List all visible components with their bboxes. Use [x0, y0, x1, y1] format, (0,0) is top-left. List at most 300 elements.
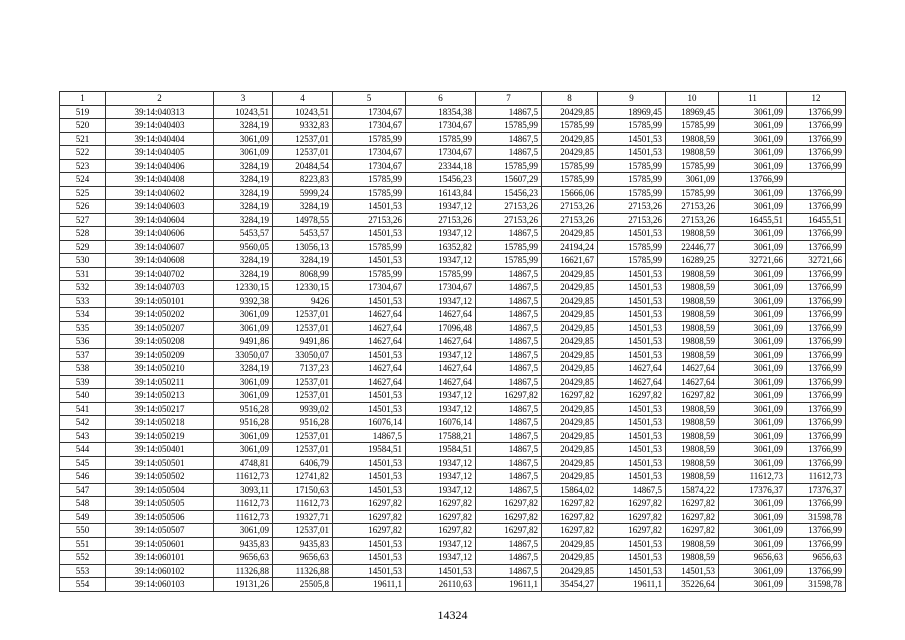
table-cell: 15666,06 — [542, 186, 598, 200]
table-cell: 27153,26 — [476, 200, 542, 214]
table-cell: 39:14:050601 — [106, 537, 214, 551]
table-cell: 9656,63 — [787, 551, 846, 565]
table-cell: 15785,99 — [598, 240, 666, 254]
table-cell: 22446,77 — [666, 240, 719, 254]
data-table — [59, 91, 846, 592]
table-cell: 32721,66 — [719, 254, 787, 268]
table-cell: 14501,53 — [333, 200, 406, 214]
table-cell: 35226,64 — [666, 578, 719, 592]
table-cell: 540 — [60, 389, 106, 403]
table-cell: 15785,99 — [598, 159, 666, 173]
table-cell: 14867,5 — [476, 227, 542, 241]
table-cell: 14867,5 — [476, 551, 542, 565]
table-cell: 8068,99 — [273, 267, 333, 281]
table-cell: 11612,73 — [273, 497, 333, 511]
table-cell: 13766,99 — [787, 267, 846, 281]
table-cell: 39:14:040607 — [106, 240, 214, 254]
table-cell: 14501,53 — [333, 483, 406, 497]
table-cell: 39:14:050210 — [106, 362, 214, 376]
table-cell: 3061,09 — [719, 227, 787, 241]
table-cell: 13766,99 — [787, 389, 846, 403]
table-cell: 9426 — [273, 294, 333, 308]
table-cell: 3061,09 — [719, 159, 787, 173]
table-cell: 520 — [60, 119, 106, 133]
table-cell: 3061,09 — [719, 416, 787, 430]
table-row — [60, 186, 846, 200]
table-cell: 3093,11 — [214, 483, 273, 497]
table-cell: 544 — [60, 443, 106, 457]
table-cell: 16297,82 — [476, 497, 542, 511]
table-body — [60, 105, 846, 591]
table-cell: 546 — [60, 470, 106, 484]
table-cell: 541 — [60, 402, 106, 416]
table-cell: 27153,26 — [542, 213, 598, 227]
table-cell: 14501,53 — [598, 416, 666, 430]
table-cell: 14627,64 — [598, 375, 666, 389]
table-cell: 14867,5 — [476, 564, 542, 578]
table-cell: 14627,64 — [666, 375, 719, 389]
table-cell: 20429,85 — [542, 348, 598, 362]
table-row — [60, 348, 846, 362]
table-row — [60, 551, 846, 565]
table-cell: 19131,26 — [214, 578, 273, 592]
table-cell: 17588,21 — [406, 429, 476, 443]
table-cell: 3061,09 — [719, 389, 787, 403]
table-cell: 534 — [60, 308, 106, 322]
table-cell: 3061,09 — [214, 389, 273, 403]
table-row — [60, 132, 846, 146]
table-cell: 3061,09 — [719, 146, 787, 160]
table-row — [60, 416, 846, 430]
table-cell: 3061,09 — [719, 348, 787, 362]
table-row — [60, 564, 846, 578]
table-cell: 11326,88 — [214, 564, 273, 578]
table-cell: 11612,73 — [214, 510, 273, 524]
table-cell: 15785,99 — [333, 267, 406, 281]
table-cell: 17304,67 — [333, 105, 406, 119]
table-row — [60, 105, 846, 119]
table-cell: 9560,05 — [214, 240, 273, 254]
table-cell: 35454,27 — [542, 578, 598, 592]
column-header: 3 — [214, 92, 273, 106]
table-cell: 27153,26 — [666, 200, 719, 214]
table-cell: 16297,82 — [598, 497, 666, 511]
table-cell: 14501,53 — [333, 456, 406, 470]
table-cell: 19611,1 — [598, 578, 666, 592]
table-cell: 39:14:040604 — [106, 213, 214, 227]
table-cell: 9435,83 — [214, 537, 273, 551]
table-cell: 15785,99 — [542, 159, 598, 173]
table-cell: 14501,53 — [598, 564, 666, 578]
table-cell: 19808,59 — [666, 551, 719, 565]
table-cell: 6406,79 — [273, 456, 333, 470]
table-cell: 16297,82 — [476, 510, 542, 524]
table-cell: 3284,19 — [214, 213, 273, 227]
table-cell: 20429,85 — [542, 537, 598, 551]
table-cell: 16621,67 — [542, 254, 598, 268]
table-cell: 14501,53 — [598, 537, 666, 551]
table-cell: 14867,5 — [476, 402, 542, 416]
table-cell: 20429,85 — [542, 416, 598, 430]
table-cell: 11612,73 — [214, 497, 273, 511]
table-cell: 3061,09 — [214, 321, 273, 335]
table-cell: 14627,64 — [406, 335, 476, 349]
table-cell: 3061,09 — [719, 119, 787, 133]
table-cell: 16143,84 — [406, 186, 476, 200]
table-cell: 3284,19 — [214, 200, 273, 214]
table-cell: 14501,53 — [333, 254, 406, 268]
table-cell: 19808,59 — [666, 537, 719, 551]
column-header: 6 — [406, 92, 476, 106]
table-cell: 19347,12 — [406, 456, 476, 470]
table-cell: 19347,12 — [406, 348, 476, 362]
table-cell: 3284,19 — [214, 119, 273, 133]
table-cell: 15785,99 — [333, 240, 406, 254]
table-cell: 8223,83 — [273, 173, 333, 187]
data-table-container — [59, 91, 845, 592]
table-cell: 20429,85 — [542, 564, 598, 578]
table-cell: 12330,15 — [273, 281, 333, 295]
table-row — [60, 119, 846, 133]
table-cell: 5453,57 — [214, 227, 273, 241]
table-cell: 16297,82 — [666, 524, 719, 538]
table-cell: 15785,99 — [333, 132, 406, 146]
table-cell: 3061,09 — [214, 146, 273, 160]
table-cell: 24194,24 — [542, 240, 598, 254]
table-cell: 542 — [60, 416, 106, 430]
table-header-row — [60, 92, 846, 106]
table-cell: 14501,53 — [598, 470, 666, 484]
table-cell: 15785,99 — [476, 159, 542, 173]
table-cell: 13766,99 — [787, 429, 846, 443]
table-cell: 14867,5 — [476, 267, 542, 281]
table-cell: 19808,59 — [666, 227, 719, 241]
table-cell: 19808,59 — [666, 416, 719, 430]
table-cell: 13766,99 — [787, 456, 846, 470]
table-cell: 19347,12 — [406, 200, 476, 214]
table-cell: 14867,5 — [476, 294, 542, 308]
table-cell: 14867,5 — [476, 362, 542, 376]
table-cell: 19611,1 — [333, 578, 406, 592]
table-cell: 16297,82 — [476, 524, 542, 538]
table-cell: 20429,85 — [542, 429, 598, 443]
table-cell: 13766,99 — [787, 537, 846, 551]
table-cell: 18969,45 — [598, 105, 666, 119]
table-cell: 31598,78 — [787, 578, 846, 592]
table-cell: 19347,12 — [406, 389, 476, 403]
table-cell: 39:14:040405 — [106, 146, 214, 160]
table-cell: 552 — [60, 551, 106, 565]
table-cell: 12537,01 — [273, 146, 333, 160]
table-cell: 16297,82 — [406, 497, 476, 511]
table-cell: 20429,85 — [542, 443, 598, 457]
table-cell: 14501,53 — [406, 564, 476, 578]
table-cell: 16297,82 — [598, 524, 666, 538]
table-cell: 15785,99 — [598, 119, 666, 133]
table-cell: 16297,82 — [542, 510, 598, 524]
table-cell: 14867,5 — [476, 470, 542, 484]
table-cell: 3284,19 — [214, 186, 273, 200]
table-cell: 4748,81 — [214, 456, 273, 470]
table-cell: 39:14:040703 — [106, 281, 214, 295]
table-cell: 16352,82 — [406, 240, 476, 254]
table-cell: 14627,64 — [333, 362, 406, 376]
table-cell: 19584,51 — [333, 443, 406, 457]
table-cell: 9656,63 — [214, 551, 273, 565]
table-cell: 19347,12 — [406, 254, 476, 268]
table-cell: 12537,01 — [273, 321, 333, 335]
table-cell: 3061,09 — [719, 429, 787, 443]
table-cell: 13766,99 — [719, 173, 787, 187]
table-cell: 19327,71 — [273, 510, 333, 524]
column-header: 11 — [719, 92, 787, 106]
table-cell: 14501,53 — [598, 443, 666, 457]
table-cell: 15785,99 — [542, 119, 598, 133]
table-cell: 524 — [60, 173, 106, 187]
table-cell: 16455,51 — [787, 213, 846, 227]
table-cell: 20429,85 — [542, 375, 598, 389]
table-cell: 521 — [60, 132, 106, 146]
table-cell: 13766,99 — [787, 497, 846, 511]
table-cell: 14501,53 — [333, 227, 406, 241]
table-cell: 14501,53 — [598, 551, 666, 565]
table-cell: 16289,25 — [666, 254, 719, 268]
table-cell: 12537,01 — [273, 429, 333, 443]
table-cell: 39:14:050505 — [106, 497, 214, 511]
table-cell: 14867,5 — [476, 105, 542, 119]
table-cell: 19808,59 — [666, 443, 719, 457]
table-row — [60, 321, 846, 335]
table-cell: 14627,64 — [333, 321, 406, 335]
table-cell: 39:14:050504 — [106, 483, 214, 497]
table-cell: 39:14:050101 — [106, 294, 214, 308]
table-cell: 3061,09 — [719, 105, 787, 119]
table-cell: 39:14:050219 — [106, 429, 214, 443]
table-cell: 33050,07 — [214, 348, 273, 362]
table-cell: 27153,26 — [542, 200, 598, 214]
table-cell: 531 — [60, 267, 106, 281]
table-cell: 3061,09 — [719, 200, 787, 214]
table-cell: 14627,64 — [333, 375, 406, 389]
table-cell: 19347,12 — [406, 483, 476, 497]
table-row — [60, 159, 846, 173]
table-cell: 14867,5 — [476, 443, 542, 457]
table-cell: 17304,67 — [333, 146, 406, 160]
table-cell: 19347,12 — [406, 470, 476, 484]
table-cell: 16297,82 — [542, 524, 598, 538]
column-header: 8 — [542, 92, 598, 106]
table-cell: 15785,99 — [598, 186, 666, 200]
table-cell: 14501,53 — [598, 281, 666, 295]
table-cell: 20429,85 — [542, 294, 598, 308]
table-cell: 13056,13 — [273, 240, 333, 254]
table-cell: 13766,99 — [787, 402, 846, 416]
table-cell: 3061,09 — [719, 132, 787, 146]
table-cell: 10243,51 — [273, 105, 333, 119]
table-cell: 13766,99 — [787, 564, 846, 578]
table-cell: 19808,59 — [666, 294, 719, 308]
table-cell: 39:14:050202 — [106, 308, 214, 322]
table-cell: 25505,8 — [273, 578, 333, 592]
table-cell: 16297,82 — [333, 524, 406, 538]
table-cell: 12330,15 — [214, 281, 273, 295]
table-cell: 17304,67 — [406, 281, 476, 295]
table-row — [60, 429, 846, 443]
table-cell: 5999,24 — [273, 186, 333, 200]
table-cell: 17376,37 — [719, 483, 787, 497]
table-cell: 13766,99 — [787, 375, 846, 389]
table-cell — [787, 173, 846, 187]
table-cell: 16076,14 — [333, 416, 406, 430]
table-cell: 17096,48 — [406, 321, 476, 335]
table-cell: 14501,53 — [333, 348, 406, 362]
table-cell: 39:14:040313 — [106, 105, 214, 119]
table-cell: 539 — [60, 375, 106, 389]
table-cell: 9516,28 — [214, 416, 273, 430]
table-cell: 529 — [60, 240, 106, 254]
table-cell: 15874,22 — [666, 483, 719, 497]
table-cell: 27153,26 — [476, 213, 542, 227]
table-cell: 548 — [60, 497, 106, 511]
table-cell: 13766,99 — [787, 227, 846, 241]
table-cell: 14501,53 — [333, 537, 406, 551]
table-cell: 528 — [60, 227, 106, 241]
table-cell: 9491,86 — [273, 335, 333, 349]
table-cell: 39:14:040603 — [106, 200, 214, 214]
table-cell: 39:14:050211 — [106, 375, 214, 389]
table-cell: 532 — [60, 281, 106, 295]
table-row — [60, 240, 846, 254]
table-cell: 525 — [60, 186, 106, 200]
table-cell: 19808,59 — [666, 321, 719, 335]
table-cell: 536 — [60, 335, 106, 349]
table-cell: 3061,09 — [719, 375, 787, 389]
table-cell: 14867,5 — [476, 483, 542, 497]
table-cell: 39:14:050218 — [106, 416, 214, 430]
table-cell: 545 — [60, 456, 106, 470]
table-cell: 11612,73 — [719, 470, 787, 484]
table-cell: 15785,99 — [333, 173, 406, 187]
table-cell: 9656,63 — [273, 551, 333, 565]
table-cell: 32721,66 — [787, 254, 846, 268]
table-cell: 3061,09 — [719, 443, 787, 457]
table-cell: 15785,99 — [542, 173, 598, 187]
table-cell: 3061,09 — [719, 510, 787, 524]
table-row — [60, 537, 846, 551]
table-cell: 15456,23 — [406, 173, 476, 187]
table-cell: 14501,53 — [598, 146, 666, 160]
table-cell: 14867,5 — [476, 308, 542, 322]
table-cell: 12537,01 — [273, 375, 333, 389]
table-row — [60, 497, 846, 511]
table-cell: 27153,26 — [598, 200, 666, 214]
table-cell: 16297,82 — [666, 510, 719, 524]
table-cell: 19808,59 — [666, 132, 719, 146]
table-cell: 23344,18 — [406, 159, 476, 173]
column-header: 4 — [273, 92, 333, 106]
table-cell: 16076,14 — [406, 416, 476, 430]
table-cell: 14501,53 — [598, 267, 666, 281]
table-cell: 553 — [60, 564, 106, 578]
table-cell: 19808,59 — [666, 281, 719, 295]
table-cell: 13766,99 — [787, 281, 846, 295]
table-cell: 3284,19 — [214, 362, 273, 376]
table-cell: 39:14:040702 — [106, 267, 214, 281]
table-cell: 549 — [60, 510, 106, 524]
table-cell: 3061,09 — [214, 443, 273, 457]
table-cell: 11612,73 — [214, 470, 273, 484]
table-cell: 39:14:040403 — [106, 119, 214, 133]
column-header: 2 — [106, 92, 214, 106]
table-cell: 39:14:040404 — [106, 132, 214, 146]
table-cell: 19347,12 — [406, 402, 476, 416]
table-cell: 535 — [60, 321, 106, 335]
table-cell: 3061,09 — [214, 132, 273, 146]
table-row — [60, 267, 846, 281]
table-cell: 31598,78 — [787, 510, 846, 524]
table-row — [60, 308, 846, 322]
table-cell: 13766,99 — [787, 335, 846, 349]
table-cell: 12537,01 — [273, 443, 333, 457]
table-cell: 3284,19 — [214, 173, 273, 187]
table-cell: 20429,85 — [542, 362, 598, 376]
table-cell: 14867,5 — [476, 335, 542, 349]
table-cell: 27153,26 — [666, 213, 719, 227]
table-cell: 14501,53 — [598, 132, 666, 146]
table-cell: 14867,5 — [476, 321, 542, 335]
table-cell: 14501,53 — [333, 551, 406, 565]
table-cell: 3284,19 — [214, 254, 273, 268]
table-cell: 3061,09 — [666, 173, 719, 187]
table-cell: 3284,19 — [214, 159, 273, 173]
table-cell: 14867,5 — [476, 281, 542, 295]
table-cell: 533 — [60, 294, 106, 308]
table-cell: 14501,53 — [598, 348, 666, 362]
table-cell: 12537,01 — [273, 524, 333, 538]
table-cell: 530 — [60, 254, 106, 268]
table-cell: 16297,82 — [333, 497, 406, 511]
table-cell: 20429,85 — [542, 105, 598, 119]
table-cell: 12537,01 — [273, 132, 333, 146]
table-cell: 19611,1 — [476, 578, 542, 592]
table-cell: 13766,99 — [787, 294, 846, 308]
table-cell: 7137,23 — [273, 362, 333, 376]
table-cell: 14867,5 — [598, 483, 666, 497]
table-cell: 14501,53 — [333, 402, 406, 416]
table-cell: 13766,99 — [787, 119, 846, 133]
table-cell: 15607,29 — [476, 173, 542, 187]
table-cell: 20429,85 — [542, 227, 598, 241]
table-cell: 19808,59 — [666, 470, 719, 484]
table-cell: 537 — [60, 348, 106, 362]
table-cell: 19808,59 — [666, 429, 719, 443]
table-cell: 9516,28 — [273, 416, 333, 430]
table-cell: 17304,67 — [406, 119, 476, 133]
table-row — [60, 362, 846, 376]
table-cell: 543 — [60, 429, 106, 443]
table-cell: 13766,99 — [787, 186, 846, 200]
table-row — [60, 213, 846, 227]
table-cell: 20429,85 — [542, 281, 598, 295]
table-cell: 20429,85 — [542, 470, 598, 484]
table-cell: 14501,53 — [598, 335, 666, 349]
table-cell: 9939,02 — [273, 402, 333, 416]
table-cell: 20429,85 — [542, 335, 598, 349]
table-cell: 3061,09 — [719, 456, 787, 470]
page-number: 14324 — [437, 608, 468, 622]
table-cell: 14501,53 — [598, 456, 666, 470]
table-cell: 16297,82 — [598, 510, 666, 524]
